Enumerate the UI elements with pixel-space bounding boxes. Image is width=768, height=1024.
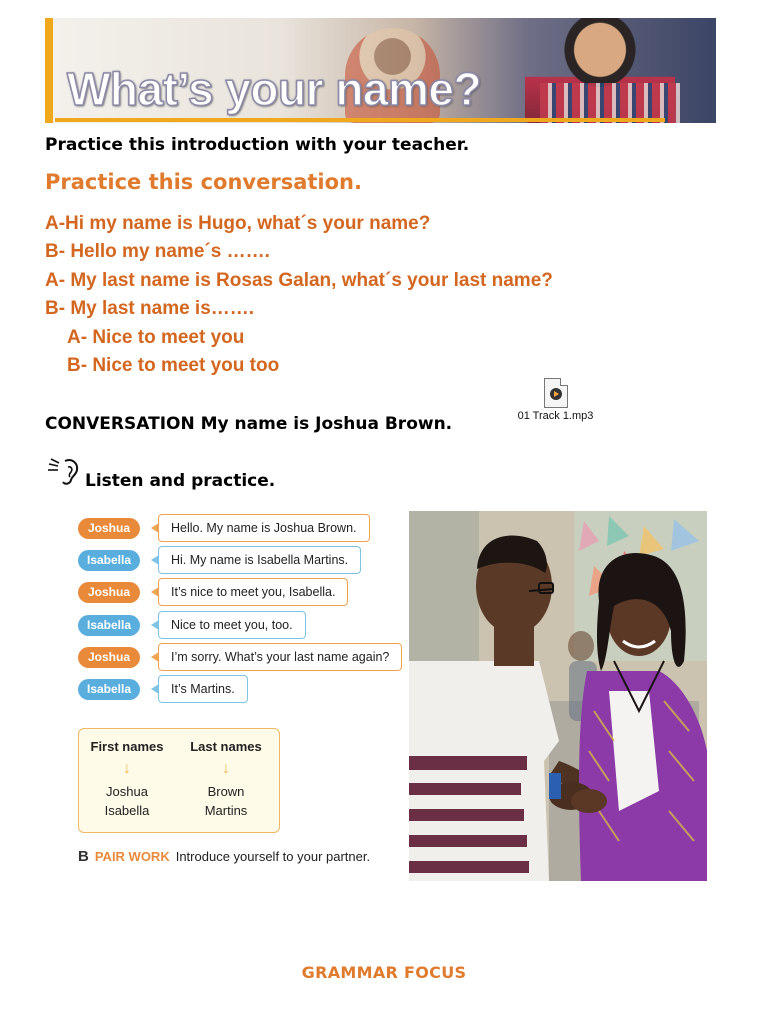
handshake-illustration: [409, 511, 707, 881]
conversation-line: B- My last name is…….: [45, 298, 255, 320]
speaker-tag: Joshua: [78, 518, 140, 539]
down-arrow-icon: ↓: [123, 760, 131, 777]
dialogue-row: [78, 611, 408, 639]
down-arrow-icon: ↓: [222, 760, 230, 777]
intro-instruction: Practice this introduction with your teacher.: [45, 135, 470, 155]
pair-work-instruction: [78, 848, 370, 865]
play-disc-icon: [550, 388, 562, 400]
exercise-letter: B: [78, 848, 89, 865]
last-names-column: [181, 739, 271, 820]
speech-bubble: It’s nice to meet you, Isabella.: [158, 578, 348, 606]
first-name-item: Isabella: [104, 803, 150, 818]
ear-listen-icon: [45, 455, 83, 487]
last-names-header: Last names: [190, 739, 262, 754]
speech-bubble: Hi. My name is Isabella Martins.: [158, 546, 361, 574]
conversation-title: CONVERSATION My name is Joshua Brown.: [45, 414, 453, 434]
names-table: [78, 728, 280, 833]
speaker-tag: Joshua: [78, 647, 140, 668]
speech-bubble: I’m sorry. What’s your last name again?: [158, 643, 402, 671]
speaker-tag: Isabella: [78, 615, 140, 636]
conversation-lines: [45, 210, 553, 380]
handshake-photo: [409, 511, 707, 881]
audio-file-icon[interactable]: [544, 378, 568, 408]
conversation-line: A- My last name is Rosas Galan, what´s your last name?: [45, 269, 553, 291]
dialogue-row: [78, 643, 408, 671]
banner-plaid-shirt: [540, 83, 680, 123]
dialogue-row: [78, 578, 408, 606]
speaker-tag: Joshua: [78, 582, 140, 603]
last-name-item: Brown: [207, 784, 245, 799]
first-name-item: Joshua: [106, 784, 148, 799]
listen-label: Listen and practice.: [85, 471, 276, 491]
last-name-item: Martins: [204, 803, 248, 818]
banner-underline: [55, 118, 665, 122]
conversation-line: B- Hello my name´s …….: [45, 241, 270, 263]
speech-bubble: It’s Martins.: [158, 675, 248, 703]
first-names-column: [82, 739, 172, 820]
speaker-tag: Isabella: [78, 550, 140, 571]
first-names-header: First names: [90, 739, 164, 754]
speaker-tag: Isabella: [78, 679, 140, 700]
conversation-line: B- Nice to meet you too: [67, 354, 280, 376]
dialogue-row: [78, 546, 408, 574]
conversation-heading: Practice this conversation.: [45, 170, 362, 194]
audio-file-attachment[interactable]: [513, 378, 598, 422]
conversation-line: A-Hi my name is Hugo, what´s your name?: [45, 213, 431, 234]
pair-work-text: Introduce yourself to your partner.: [175, 849, 371, 864]
speech-bubble: Nice to meet you, too.: [158, 611, 306, 639]
pair-work-label: PAIR WORK: [94, 849, 170, 864]
conversation-line: A- Nice to meet you: [67, 326, 245, 348]
dialogue-row: [78, 675, 408, 703]
banner-title: What’s your name?: [67, 63, 482, 115]
banner-accent-strip: [45, 18, 53, 123]
audio-file-name[interactable]: 01 Track 1.mp3: [517, 410, 594, 422]
grammar-focus-heading: GRAMMAR FOCUS: [301, 963, 467, 982]
file-corner-fold: [560, 378, 568, 386]
dialogue-row: [78, 514, 408, 542]
speech-bubble: Hello. My name is Joshua Brown.: [158, 514, 370, 542]
header-banner: [45, 18, 716, 123]
